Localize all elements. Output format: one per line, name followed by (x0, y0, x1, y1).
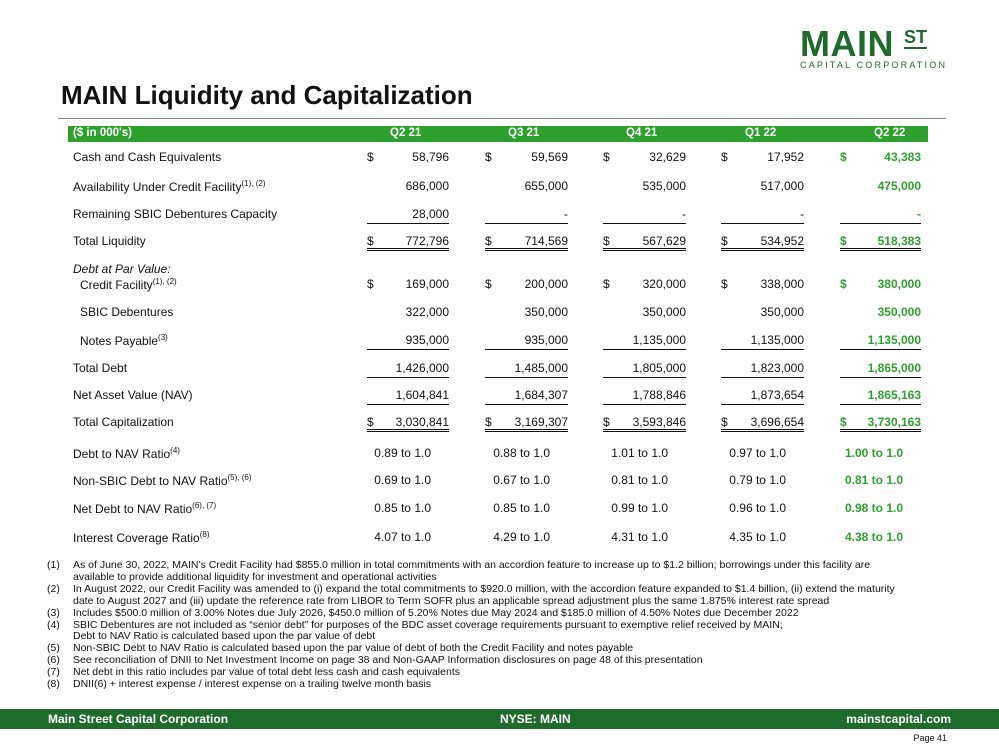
cell-value: 3,593,846 (632, 415, 686, 429)
cell-value: 1,873,654 (750, 388, 804, 402)
currency-symbol: $ (367, 277, 374, 291)
footnote-text: As of June 30, 2022, MAIN’s Credit Facility had $855.0 million in total commitments with an accordion feature to increase up to $1.2 billion; borrowings under this facility are (73, 559, 871, 571)
row-label-text: Credit Facility (80, 278, 153, 292)
row-label (73, 530, 210, 545)
value-cell (595, 446, 678, 463)
footnote-text: DNII(6) + interest expense / interest expense on a trailing twelve month basis (73, 678, 432, 691)
cell-value: 0.89 to 1.0 (374, 446, 431, 460)
footnote-ref: (6), (7) (192, 501, 217, 510)
value-cell (721, 305, 804, 322)
row-label (80, 333, 168, 348)
value-cell (359, 530, 441, 547)
footnote-number: (3) (47, 606, 60, 619)
cell-value: 32,629 (649, 150, 686, 164)
cell-value: 1,805,000 (632, 361, 686, 375)
row-label-text: Cash and Cash Equivalents (73, 150, 222, 164)
cell-value: 350,000 (877, 305, 921, 319)
total-capitalization-row (0, 415, 999, 435)
cell-value: 322,000 (405, 305, 449, 319)
cell-value: 1,865,000 (867, 361, 921, 375)
value-cell (477, 501, 560, 518)
footnote-text: Includes $500.0 million of 3.00% Notes due July 2026, $450.0 million of 5.20% Notes due May 2024 and $185.0 million of 4.50% Notes due December 2022 (73, 606, 799, 619)
cell-value: - (564, 207, 568, 221)
value-cell (721, 234, 804, 251)
cell-value: 0.67 to 1.0 (493, 473, 550, 487)
cell-value: 0.96 to 1.0 (729, 501, 786, 515)
cell-value: 686,000 (405, 179, 449, 193)
value-cell (713, 446, 796, 463)
footnote-number: (8) (47, 678, 60, 691)
currency-symbol: $ (485, 150, 492, 164)
value-cell (603, 361, 686, 378)
value-cell (840, 277, 921, 294)
nav-row (0, 388, 999, 408)
value-cell (595, 530, 678, 547)
value-cell (721, 179, 804, 196)
footnote-number: (7) (47, 666, 60, 679)
footer-company: Main Street Capital Corporation (48, 712, 229, 726)
currency-symbol: $ (485, 277, 492, 291)
cell-value: 1.01 to 1.0 (611, 446, 668, 460)
footnote-number: (2) (47, 582, 60, 595)
value-cell (721, 333, 804, 350)
value-cell (832, 530, 913, 547)
currency-symbol: $ (485, 415, 492, 429)
value-cell (367, 305, 449, 322)
value-cell (477, 530, 560, 547)
sbic-capacity-row (0, 207, 999, 227)
footnote-ref: (4) (170, 446, 180, 455)
cell-value: 17,952 (767, 150, 804, 164)
value-cell (603, 305, 686, 322)
footnote-ref: (1), (2) (241, 179, 266, 188)
value-cell (367, 361, 449, 378)
cell-value: 475,000 (877, 179, 921, 193)
cell-value: 1.00 to 1.0 (844, 446, 903, 460)
footnote-line (47, 679, 947, 691)
cell-value: - (800, 207, 804, 221)
cell-value: 350,000 (760, 305, 804, 319)
value-cell (840, 388, 921, 405)
row-label (73, 262, 171, 276)
value-cell (367, 415, 449, 432)
value-cell (485, 150, 568, 167)
cell-value: 200,000 (524, 277, 568, 291)
footnote-number: (1) (47, 559, 60, 571)
cell-value: 380,000 (877, 277, 921, 291)
cell-value: 58,796 (412, 150, 449, 164)
cell-value: 3,169,307 (514, 415, 568, 429)
value-cell (840, 150, 921, 167)
footnote-number: (6) (47, 654, 60, 667)
cell-value: 935,000 (405, 333, 449, 347)
footnote-number: (5) (47, 642, 60, 655)
footer-ticker: NYSE: MAIN (500, 712, 571, 726)
cell-value: 1,865,163 (867, 388, 921, 402)
row-label-text: Notes Payable (80, 334, 159, 348)
cell-value: 1,135,000 (632, 333, 686, 347)
value-cell (485, 333, 568, 350)
cell-value: 4.38 to 1.0 (844, 530, 903, 544)
footnote-ref: (8) (199, 530, 210, 539)
cell-value: 28,000 (412, 207, 449, 221)
cell-value: 350,000 (524, 305, 568, 319)
value-cell (367, 333, 449, 350)
cell-value: 534,952 (760, 234, 804, 248)
value-cell (603, 179, 686, 196)
cell-value: 517,000 (760, 179, 804, 193)
cell-value: 0.97 to 1.0 (729, 446, 786, 460)
footnote-ref: (1), (2) (152, 277, 177, 286)
value-cell (840, 305, 921, 322)
value-cell (840, 415, 921, 432)
row-label-text: Non-SBIC Debt to NAV Ratio (73, 474, 228, 488)
row-label-text: Net Debt to NAV Ratio (73, 502, 193, 516)
value-cell (595, 473, 678, 490)
value-cell (477, 473, 560, 490)
value-cell (485, 234, 568, 251)
value-cell (713, 473, 796, 490)
cell-value: 1,788,846 (632, 388, 686, 402)
credit-facility-row (0, 277, 999, 297)
row-label-text: Availability Under Credit Facility (73, 180, 242, 194)
value-cell (603, 150, 686, 167)
cell-value: 4.29 to 1.0 (493, 530, 550, 544)
value-cell (359, 501, 441, 518)
cell-value: 0.85 to 1.0 (374, 501, 431, 515)
row-label-text: Remaining SBIC Debentures Capacity (73, 207, 278, 221)
row-label-text: Debt at Par Value: (73, 262, 171, 276)
cell-value: 4.35 to 1.0 (729, 530, 786, 544)
cell-value: 3,730,163 (867, 415, 921, 429)
value-cell (367, 150, 449, 167)
value-cell (721, 415, 804, 432)
cell-value: 655,000 (524, 179, 568, 193)
value-cell (485, 179, 568, 196)
currency-symbol: $ (840, 234, 847, 248)
row-label (73, 388, 193, 402)
value-cell (485, 207, 568, 224)
value-cell (840, 333, 921, 350)
cell-value: 43,383 (884, 150, 921, 164)
cash-row (0, 150, 999, 170)
currency-symbol: $ (840, 150, 847, 164)
header-q4-21: Q4 21 (626, 127, 658, 139)
cell-value: - (917, 207, 921, 221)
cell-value: 338,000 (760, 277, 804, 291)
value-cell (485, 277, 568, 294)
value-cell (840, 361, 921, 378)
row-label (73, 234, 146, 248)
value-cell (840, 234, 921, 251)
row-label (80, 277, 177, 292)
cell-value: 4.31 to 1.0 (611, 530, 668, 544)
currency-symbol: $ (367, 415, 374, 429)
currency-symbol: $ (367, 150, 374, 164)
cell-value: 0.99 to 1.0 (611, 501, 668, 515)
currency-symbol: $ (721, 150, 728, 164)
value-cell (485, 415, 568, 432)
cell-value: 1,684,307 (514, 388, 568, 402)
cell-value: 772,796 (405, 234, 449, 248)
interest-coverage-row (0, 530, 999, 550)
value-cell (367, 234, 449, 251)
value-cell (603, 388, 686, 405)
currency-symbol: $ (603, 234, 610, 248)
page-number: Page 41 (913, 733, 947, 743)
logo-subtitle: CAPITAL CORPORATION (800, 60, 948, 70)
value-cell (485, 388, 568, 405)
currency-symbol: $ (721, 415, 728, 429)
footnote-number: (4) (47, 618, 60, 631)
table-header-bar (68, 126, 928, 142)
cell-value: 0.85 to 1.0 (493, 501, 550, 515)
currency-symbol: $ (485, 234, 492, 248)
value-cell (595, 501, 678, 518)
footnote-text: Debt to NAV Ratio is calculated based upon the par value of debt (73, 630, 376, 643)
row-label-text: Net Asset Value (NAV) (73, 388, 193, 402)
cell-value: 1,426,000 (395, 361, 449, 375)
value-cell (713, 501, 796, 518)
cell-value: 518,383 (877, 234, 921, 248)
currency-symbol: $ (721, 234, 728, 248)
currency-symbol: $ (367, 234, 374, 248)
value-cell (840, 207, 921, 224)
cell-value: 350,000 (642, 305, 686, 319)
value-cell (367, 179, 449, 196)
cell-value: 1,823,000 (750, 361, 804, 375)
cell-value: 4.07 to 1.0 (374, 530, 431, 544)
cell-value: 3,030,841 (395, 415, 449, 429)
page-title: MAIN Liquidity and Capitalization (61, 80, 473, 110)
footnote-ref: (3) (158, 333, 168, 342)
footnote-ref: (5), (6) (227, 473, 252, 482)
value-cell (721, 361, 804, 378)
main-street-logo (800, 23, 948, 72)
footnote-text: Non-SBIC Debt to NAV Ratio is calculated based upon the par value of debt of both the Credit Facility and notes payable (73, 642, 634, 655)
header-q2-22: Q2 22 (874, 127, 906, 139)
value-cell (832, 446, 913, 463)
row-label (73, 179, 266, 194)
logo-wordmark: MAIN (800, 23, 894, 64)
value-cell (603, 333, 686, 350)
title-divider (58, 118, 946, 119)
row-label-text: Debt to NAV Ratio (73, 447, 171, 461)
header-units: ($ in 000's) (73, 127, 132, 139)
row-label (73, 446, 180, 461)
sbic-debentures-row (0, 305, 999, 325)
footnote-text: See reconciliation of DNII to Net Investment Income on page 38 and Non-GAAP Information disclosures on page 48 of this presentation (73, 654, 703, 667)
row-label (73, 501, 216, 516)
value-cell (359, 446, 441, 463)
cell-value: 169,000 (405, 277, 449, 291)
cell-value: 0.79 to 1.0 (729, 473, 786, 487)
footnote-text: available to provide additional liquidity for investment and operational activities (73, 570, 437, 583)
value-cell (832, 473, 913, 490)
value-cell (603, 415, 686, 432)
cell-value: 0.98 to 1.0 (844, 501, 903, 515)
value-cell (485, 361, 568, 378)
value-cell (367, 277, 449, 294)
value-cell (603, 277, 686, 294)
debt-to-nav-row (0, 446, 999, 466)
currency-symbol: $ (603, 277, 610, 291)
value-cell (359, 473, 441, 490)
value-cell (367, 388, 449, 405)
header-q3-21: Q3 21 (508, 127, 540, 139)
footnote-text: date to August 2027 and (iii) update the reference rate from LIBOR to Term SOFR plus an applicable spread adjustment plus the same 1.875% interest rate spread (73, 594, 830, 607)
cell-value: 59,569 (531, 150, 568, 164)
cell-value: 1,485,000 (514, 361, 568, 375)
cell-value: 3,696,654 (750, 415, 804, 429)
currency-symbol: $ (603, 150, 610, 164)
header-q2-21: Q2 21 (390, 127, 422, 139)
value-cell (721, 150, 804, 167)
footnote-text: Net debt in this ratio includes par value of total debt less cash and cash equivalents (73, 666, 460, 679)
cell-value: 1,604,841 (395, 388, 449, 402)
cell-value: 935,000 (524, 333, 568, 347)
cell-value: 0.88 to 1.0 (493, 446, 550, 460)
currency-symbol: $ (840, 277, 847, 291)
credit-availability-row (0, 179, 999, 199)
value-cell (485, 305, 568, 322)
value-cell (477, 446, 560, 463)
value-cell (603, 234, 686, 251)
cell-value: 1,135,000 (750, 333, 804, 347)
value-cell (832, 501, 913, 518)
row-label (73, 361, 127, 375)
value-cell (721, 207, 804, 224)
value-cell (721, 277, 804, 294)
footer-bar (0, 709, 999, 729)
cell-value: 0.81 to 1.0 (844, 473, 903, 487)
footnote-text: SBIC Debentures are not included as “senior debt” for purposes of the BDC asset coverage requirements pursuant to exemptive relief received by MAIN; (73, 618, 783, 631)
header-q1-22: Q1 22 (745, 127, 777, 139)
cell-value: 714,569 (524, 234, 568, 248)
row-label (73, 207, 277, 221)
footnotes (47, 560, 947, 691)
total-debt-row (0, 361, 999, 381)
non-sbic-debt-to-nav-row (0, 473, 999, 493)
row-label (73, 150, 221, 164)
cell-value: 0.69 to 1.0 (374, 473, 431, 487)
footnote-text: In August 2022, our Credit Facility was amended to (i) expand the total commitments to $920.0 million, with the accordion feature expanded to $1.4 billion, (ii) extend the maturity (73, 582, 895, 595)
net-debt-to-nav-row (0, 501, 999, 521)
cell-value: - (682, 207, 686, 221)
value-cell (713, 530, 796, 547)
cell-value: 0.81 to 1.0 (611, 473, 668, 487)
currency-symbol: $ (721, 277, 728, 291)
cell-value: 1,135,000 (867, 333, 921, 347)
row-label (80, 305, 173, 319)
logo-st: ST (904, 27, 928, 47)
row-label-text: Total Liquidity (73, 234, 146, 248)
total-liquidity-row (0, 234, 999, 254)
currency-symbol: $ (840, 415, 847, 429)
row-label (73, 415, 174, 429)
value-cell (840, 179, 921, 196)
value-cell (367, 207, 449, 224)
cell-value: 535,000 (642, 179, 686, 193)
row-label-text: SBIC Debentures (80, 305, 174, 319)
value-cell (721, 388, 804, 405)
row-label-text: Interest Coverage Ratio (73, 531, 200, 545)
value-cell (603, 207, 686, 224)
cell-value: 320,000 (642, 277, 686, 291)
row-label-text: Total Debt (73, 361, 128, 375)
row-label (73, 473, 252, 488)
cell-value: 567,629 (642, 234, 686, 248)
currency-symbol: $ (603, 415, 610, 429)
footer-website[interactable]: mainstcapital.com (846, 712, 951, 726)
row-label-text: Total Capitalization (73, 415, 174, 429)
notes-payable-row (0, 333, 999, 353)
